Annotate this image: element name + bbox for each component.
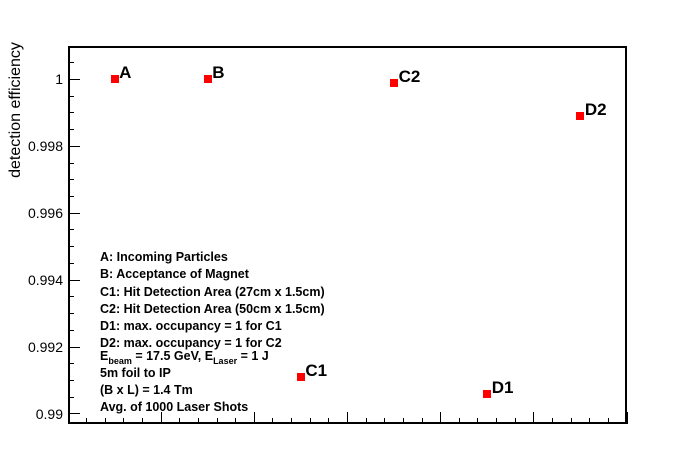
point-label-C1: C1 [305,361,328,381]
y-major-tick [68,213,80,214]
y-minor-tick [68,179,74,180]
conditions-line [100,399,269,416]
x-minor-tick [179,418,180,424]
condition-text: 5m foil to IP [100,366,171,380]
y-minor-tick [68,363,74,364]
legend-line: C1: Hit Detection Area (27cm x 1.5cm) [100,284,325,299]
y-minor-tick [68,246,74,247]
y-minor-tick [68,229,74,230]
legend-line: C2: Hit Detection Area (50cm x 1.5cm) [100,301,325,316]
y-axis-title: detection efficiency [7,42,24,178]
marker-B [204,75,212,83]
x-minor-tick [86,418,87,424]
y-tick-label: 0.996 [27,205,63,222]
y-minor-tick [68,313,74,314]
y-minor-tick [68,397,74,398]
x-minor-tick [272,418,273,424]
x-minor-tick [496,418,497,424]
point-label-A: A [119,63,132,83]
x-major-tick [440,412,441,424]
x-minor-tick [217,418,218,424]
x-minor-tick [198,418,199,424]
legend-line: B: Acceptance of Magnet [100,267,249,282]
y-minor-tick [68,330,74,331]
conditions-line [100,365,269,382]
x-minor-tick [384,418,385,424]
subscript-text: Laser [213,356,238,366]
y-major-tick [68,347,80,348]
point-label-B: B [212,63,225,83]
marker-D2 [576,112,584,120]
conditions-line [100,348,269,365]
condition-text: Avg. of 1000 Laser Shots [100,400,249,414]
y-tick-label: 0.994 [27,272,63,289]
point-legend-text-block [100,249,325,353]
x-minor-tick [291,418,292,424]
x-minor-tick [105,418,106,424]
y-tick-label: 1 [55,71,63,88]
marker-D1 [483,390,491,398]
legend-line: D1: max. occupancy = 1 for C1 [100,319,282,334]
legend-line: D2: max. occupancy = 1 for C2 [100,336,282,351]
legend-line: A: Incoming Particles [100,250,228,264]
y-tick-label: 0.99 [35,405,63,422]
x-minor-tick [589,418,590,424]
y-minor-tick [68,96,74,97]
y-major-tick [68,146,80,147]
point-label-C2: C2 [398,66,421,86]
y-tick-label: 0.998 [27,138,63,155]
point-label-D2: D2 [584,100,607,120]
x-minor-tick [403,418,404,424]
conditions-text-block [100,348,269,416]
y-major-tick [68,413,80,414]
marker-A [111,75,119,83]
x-major-tick [533,412,534,424]
marker-C2 [390,79,398,87]
condition-text: = 17.5 GeV, E [131,349,214,363]
x-minor-tick [123,418,124,424]
y-major-tick [68,280,80,281]
condition-text: (B x L) = 1.4 Tm [100,383,193,397]
y-minor-tick [68,380,74,381]
y-minor-tick [68,263,74,264]
marker-C1 [297,373,305,381]
y-minor-tick [68,129,74,130]
x-major-tick [347,412,348,424]
y-minor-tick [68,196,74,197]
y-minor-tick [68,163,74,164]
x-major-tick [627,412,628,424]
y-minor-tick [68,112,74,113]
x-minor-tick [515,418,516,424]
conditions-line [100,382,269,399]
condition-text: E [100,349,109,363]
y-major-tick [68,79,80,80]
x-minor-tick [328,418,329,424]
x-minor-tick [235,418,236,424]
x-minor-tick [608,418,609,424]
point-label-D1: D1 [491,377,514,397]
y-minor-tick [68,296,74,297]
subscript-text: beam [108,356,132,366]
x-minor-tick [459,418,460,424]
x-minor-tick [422,418,423,424]
x-minor-tick [571,418,572,424]
condition-text: = 1 J [237,349,269,363]
y-minor-tick [68,62,74,63]
x-minor-tick [366,418,367,424]
x-minor-tick [477,418,478,424]
y-tick-label: 0.992 [27,339,63,356]
x-minor-tick [142,418,143,424]
x-minor-tick [552,418,553,424]
x-minor-tick [310,418,311,424]
